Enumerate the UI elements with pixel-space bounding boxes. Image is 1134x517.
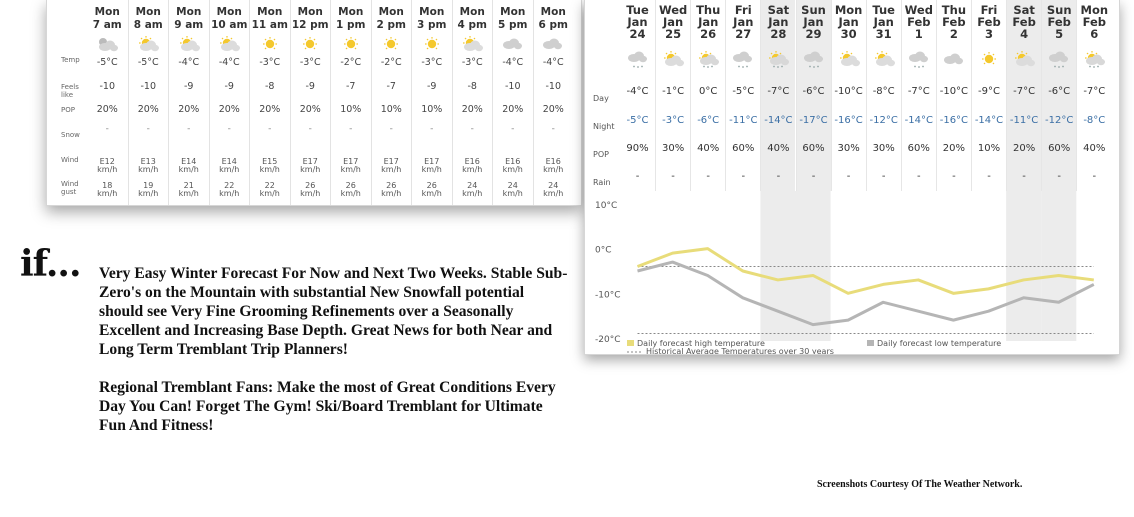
hourly-gust: 18 km/h [97, 181, 118, 198]
daily-night-temp: -14°C [904, 115, 933, 126]
hourly-wind: E17 km/h [340, 157, 361, 174]
daily-night-temp: -5°C [626, 115, 649, 126]
daily-day-temp: -6°C [802, 86, 825, 97]
daily-night-temp: -6°C [697, 115, 720, 126]
snow-sun-icon [1083, 50, 1105, 68]
partly-sunny-icon [178, 35, 200, 53]
daily-rain: - [846, 171, 851, 182]
hourly-temp: -5°C [137, 57, 159, 68]
hourly-feels: -10 [99, 81, 116, 92]
weekend-shade [760, 191, 795, 341]
hourly-column [87, 0, 128, 206]
sunny-icon [380, 35, 402, 53]
daily-column [760, 0, 795, 191]
daily-rain: - [635, 171, 640, 182]
daily-pop: 40% [767, 143, 790, 154]
daily-night-temp: -11°C [729, 115, 758, 126]
day-header: Sat Feb 4 [1012, 3, 1036, 41]
cloudy-night-icon [96, 35, 118, 53]
hourly-gust: 19 km/h [138, 181, 159, 198]
daily-column [725, 0, 760, 191]
daily-pop: 10% [977, 143, 1001, 154]
hourly-gust: 26 km/h [421, 181, 442, 198]
y-tick-label: 0°C [595, 245, 612, 256]
hour-time: 4 pm [457, 19, 487, 31]
daily-row-label-pop: POP [593, 150, 609, 159]
daily-pop: 60% [907, 143, 930, 154]
daily-day-temp: -4°C [626, 86, 649, 97]
daily-rain: - [1022, 171, 1026, 182]
daily-night-temp: -14°C [974, 115, 1004, 126]
hour-time: 11 am [251, 19, 288, 31]
hourly-pop: 10% [340, 104, 362, 115]
daily-row-label-night: Night [593, 122, 615, 131]
daily-column [1006, 0, 1041, 191]
daily-night-temp: -17°C [799, 115, 828, 126]
daily-pop: 40% [697, 143, 720, 154]
hourly-temp: -3°C [299, 57, 321, 68]
day-header: Mon Jan 30 [834, 3, 863, 41]
hour-time: 8 am [133, 19, 163, 31]
hour-header [210, 6, 250, 32]
daily-pop: 60% [1048, 143, 1071, 154]
daily-rain: - [881, 171, 886, 182]
hourly-wind: E14 km/h [178, 157, 199, 174]
hourly-forecast-panel [46, 0, 582, 206]
daily-day-temp: -7°C [1083, 86, 1106, 97]
temperature-trend-chart [585, 191, 1120, 355]
hourly-pop: 20% [259, 104, 281, 115]
hourly-temp: -3°C [259, 57, 281, 68]
hourly-temp: -3°C [461, 57, 483, 68]
partly-sunny-icon [461, 35, 483, 53]
hour-header [331, 6, 371, 32]
snow-cloud-icon [627, 50, 649, 68]
y-tick-label: -20°C [595, 335, 621, 345]
hour-time: 2 pm [376, 19, 406, 31]
hour-time: 12 pm [291, 19, 329, 31]
daily-pop: 90% [626, 143, 649, 154]
hourly-snow: - [511, 124, 515, 134]
hourly-feels: -10 [545, 81, 562, 92]
snow-cloud-icon [908, 50, 930, 68]
hourly-snow: - [268, 124, 272, 134]
hourly-feels: -9 [224, 81, 234, 92]
hourly-pop: 20% [218, 104, 240, 115]
hour-day: Mon [378, 6, 404, 18]
legend-hist-label: Historical Average Temperatures over 30 years [646, 347, 834, 355]
hourly-snow: - [105, 124, 109, 134]
day-header: Sun Jan 29 [801, 3, 826, 41]
hour-day: Mon [459, 6, 485, 18]
hour-day: Mon [500, 6, 526, 18]
daily-pop: 20% [1012, 143, 1036, 154]
daily-day-temp: -8°C [872, 86, 895, 97]
hourly-pop: 20% [299, 104, 321, 115]
hour-time: 7 am [92, 19, 122, 31]
hourly-feels: -10 [504, 81, 521, 92]
hour-day: Mon [540, 6, 566, 18]
daily-pop: 60% [802, 143, 825, 154]
hour-header [534, 6, 574, 32]
snow-sun-icon [697, 50, 719, 68]
daily-day-temp: -5°C [732, 86, 755, 97]
day-header: Tue Jan 24 [626, 3, 649, 41]
cloudy-icon [502, 35, 524, 53]
sunny-icon [340, 35, 362, 53]
hourly-temp: -4°C [178, 57, 200, 68]
hourly-column [330, 0, 371, 206]
weekend-shade [1006, 191, 1041, 341]
daily-night-temp: -16°C [834, 115, 863, 126]
hourly-row-label-snow: Snow [61, 131, 80, 139]
daily-day-temp: 0°C [699, 86, 718, 97]
daily-night-temp: -11°C [1009, 115, 1039, 126]
daily-night-temp: -3°C [662, 115, 685, 126]
daily-pop: 30% [872, 143, 895, 154]
hour-day: Mon [216, 6, 242, 18]
hourly-snow: - [551, 124, 555, 134]
hourly-column [168, 0, 209, 206]
hourly-wind: E15 km/h [259, 157, 280, 174]
hour-day: Mon [135, 6, 161, 18]
hour-time: 6 pm [538, 19, 568, 31]
hour-day: Mon [297, 6, 323, 18]
day-header: Sun Feb 5 [1046, 3, 1072, 41]
hour-day: Mon [257, 6, 283, 18]
partly-sunny-icon [662, 50, 684, 68]
daily-forecast-panel [584, 0, 1120, 355]
cloudy-icon [943, 50, 965, 68]
hourly-row-label-gust: Wind gust [61, 180, 79, 196]
hourly-column [290, 0, 331, 206]
hourly-temp: -5°C [96, 57, 118, 68]
hourly-gust: 26 km/h [381, 181, 402, 198]
daily-pop: 40% [1083, 143, 1106, 154]
hourly-temp: -2°C [380, 57, 402, 68]
daily-row-label-rain: Rain [593, 178, 611, 187]
hourly-temp: -4°C [542, 57, 564, 68]
daily-column [1041, 0, 1076, 191]
daily-column [971, 0, 1006, 191]
hourly-column [371, 0, 412, 206]
snow-cloud-icon [803, 50, 825, 68]
daily-rain: - [1057, 171, 1061, 182]
hourly-wind: E13 km/h [138, 157, 159, 174]
daily-rain: - [741, 171, 746, 182]
hour-day: Mon [419, 6, 445, 18]
daily-pop: 30% [661, 143, 685, 154]
hour-time: 5 pm [498, 19, 528, 31]
daily-rain: - [952, 171, 956, 182]
hourly-feels: -8 [265, 81, 275, 92]
sunny-icon [299, 35, 321, 53]
hour-day: Mon [176, 6, 202, 18]
partly-sunny-icon [218, 35, 240, 53]
daily-night-temp: -16°C [939, 115, 969, 126]
day-header: Wed Jan 25 [658, 3, 688, 41]
hourly-wind: E17 km/h [381, 157, 402, 174]
legend-low-swatch [867, 340, 874, 346]
hourly-row-label-wind: Wind [61, 156, 79, 164]
hour-header [453, 6, 493, 32]
hourly-pop: 20% [178, 104, 200, 115]
daily-night-temp: -14°C [764, 115, 793, 126]
daily-pop: 20% [942, 143, 965, 154]
daily-rain: - [987, 171, 991, 182]
hour-day: Mon [338, 6, 364, 18]
daily-night-temp: -12°C [1045, 115, 1074, 126]
daily-day-temp: -1°C [662, 86, 685, 97]
daily-rain: - [811, 171, 816, 182]
hourly-feels: -9 [184, 81, 194, 92]
day-header: Fri Jan 27 [733, 3, 754, 41]
hourly-snow: - [470, 124, 474, 134]
daily-day-temp: -10°C [939, 86, 969, 97]
daily-rain: - [671, 171, 675, 182]
sunny-icon [259, 35, 281, 53]
hourly-gust: 21 km/h [178, 181, 199, 198]
hour-time: 3 pm [417, 19, 447, 31]
day-header: Fri Feb 3 [977, 3, 1001, 41]
y-tick-label: 10°C [595, 201, 618, 211]
snow-cloud-icon [732, 50, 754, 68]
daily-day-temp: -10°C [834, 86, 863, 97]
credit-line: Screenshots Courtesy Of The Weather Network. [817, 479, 1023, 490]
hourly-gust: 22 km/h [219, 181, 240, 198]
if-heading: if... [20, 243, 81, 285]
hourly-wind: E14 km/h [219, 157, 240, 174]
daily-column [901, 0, 936, 191]
hourly-feels: -7 [346, 81, 356, 92]
hourly-gust: 24 km/h [462, 181, 483, 198]
hourly-wind: E17 km/h [421, 157, 442, 174]
daily-day-temp: -6°C [1048, 86, 1071, 97]
legend-high-label: Daily forecast high temperature [637, 339, 765, 348]
hour-header [291, 6, 331, 32]
hourly-column [209, 0, 250, 206]
snow-cloud-icon [1048, 50, 1070, 68]
hourly-gust: 24 km/h [543, 181, 564, 198]
daily-column [866, 0, 901, 191]
day-header: Mon Feb 6 [1080, 3, 1109, 41]
hourly-column [533, 0, 574, 206]
legend-high-swatch [627, 340, 634, 346]
partly-sunny-icon [838, 50, 860, 68]
hourly-feels: -10 [140, 81, 157, 92]
hourly-column [411, 0, 452, 206]
hour-time: 9 am [174, 19, 204, 31]
daily-night-temp: -8°C [1083, 115, 1106, 126]
hourly-snow: - [308, 124, 312, 134]
hourly-feels: -9 [305, 81, 315, 92]
hourly-feels: -7 [386, 81, 396, 92]
daily-night-temp: -12°C [869, 115, 898, 126]
forecast-paragraph-1: Very Easy Winter Forecast For Now and Next Two Weeks. Stable Sub-Zero's on the Mountain with substantial New Snowfall potential should see Very Fine Grooming Refinements over a Seasonally Excellent and Increasing Base Depth. Great News for both Near and Long Term Tremblant Trip Planners! [99, 265, 568, 358]
daily-rain: - [776, 171, 781, 182]
hourly-pop: 10% [421, 104, 443, 115]
day-header: Thu Jan 26 [696, 3, 721, 41]
daily-column [655, 0, 690, 191]
partly-sunny-icon [137, 35, 159, 53]
legend-low-label: Daily forecast low temperature [877, 339, 1002, 348]
hourly-column [249, 0, 290, 206]
daily-column [936, 0, 971, 191]
sunny-icon [421, 35, 443, 53]
hour-header [129, 6, 169, 32]
hour-day: Mon [94, 6, 120, 18]
hourly-pop: 10% [380, 104, 402, 115]
hourly-gust: 24 km/h [502, 181, 523, 198]
hourly-pop: 20% [461, 104, 483, 115]
hourly-feels: -9 [427, 81, 437, 92]
daily-column [1076, 0, 1111, 191]
hourly-temp: -3°C [421, 57, 443, 68]
hourly-snow: - [187, 124, 191, 134]
day-header: Thu Feb 2 [941, 3, 966, 41]
hourly-pop: 20% [502, 104, 524, 115]
hourly-snow: - [227, 124, 231, 134]
hourly-gust: 26 km/h [340, 181, 361, 198]
hour-time: 1 pm [336, 19, 366, 31]
daily-column [831, 0, 866, 191]
cloudy-icon [542, 35, 564, 53]
y-tick-label: -10°C [595, 290, 621, 301]
hour-header [493, 6, 533, 32]
hourly-pop: 20% [137, 104, 159, 115]
hourly-pop: 20% [542, 104, 564, 115]
hourly-row-label-pop: POP [61, 106, 75, 114]
hourly-snow: - [146, 124, 150, 134]
hourly-wind: E16 km/h [502, 157, 523, 174]
hourly-pop: 20% [96, 104, 118, 115]
hourly-wind: E16 km/h [462, 157, 483, 174]
hourly-snow: - [349, 124, 353, 134]
hour-header [412, 6, 452, 32]
hourly-temp: -2°C [340, 57, 362, 68]
hourly-temp: -4°C [502, 57, 524, 68]
hour-header [250, 6, 290, 32]
partly-sunny-icon [873, 50, 895, 68]
hourly-snow: - [389, 124, 393, 134]
hourly-gust: 26 km/h [300, 181, 321, 198]
hourly-temp: -4°C [218, 57, 240, 68]
hourly-column [492, 0, 533, 206]
hourly-wind: E17 km/h [300, 157, 321, 174]
day-header: Tue Jan 31 [872, 3, 895, 41]
partly-sunny-icon [1013, 50, 1035, 68]
day-header: Sat Jan 28 [767, 3, 790, 41]
hourly-column [452, 0, 493, 206]
daily-rain: - [916, 171, 921, 182]
hour-header [87, 6, 128, 32]
hourly-gust: 22 km/h [259, 181, 280, 198]
daily-pop: 60% [732, 143, 755, 154]
hourly-row-label-temp: Temp [61, 56, 80, 64]
forecast-paragraph-2: Regional Tremblant Fans: Make the most of Great Conditions Every Day You Can! Forget The Gym! Ski/Board Tremblant for Ultimate Fun And Fitness! [99, 379, 556, 434]
daily-row-label-day: Day [593, 94, 609, 103]
daily-day-temp: -7°C [907, 86, 930, 97]
hour-header [372, 6, 412, 32]
daily-rain: - [1092, 171, 1097, 182]
daily-pop: 30% [837, 143, 860, 154]
weekend-shade [1041, 191, 1076, 341]
hourly-wind: E12 km/h [97, 157, 118, 174]
day-header: Wed Feb 1 [904, 3, 933, 41]
daily-column [690, 0, 725, 191]
daily-rain: - [706, 171, 710, 182]
sunny-icon [978, 50, 1000, 68]
hourly-row-label-feels: Feels like [61, 83, 79, 99]
hour-header [169, 6, 209, 32]
snow-sun-icon [767, 50, 789, 68]
hourly-snow: - [430, 124, 434, 134]
hourly-column [128, 0, 169, 206]
hourly-feels: -8 [467, 81, 477, 92]
daily-day-temp: -7°C [767, 86, 790, 97]
hourly-wind: E16 km/h [543, 157, 564, 174]
daily-day-temp: -9°C [978, 86, 1000, 97]
daily-column [796, 0, 831, 191]
daily-day-temp: -7°C [1013, 86, 1036, 97]
daily-column [620, 0, 655, 191]
hour-time: 10 am [211, 19, 248, 31]
